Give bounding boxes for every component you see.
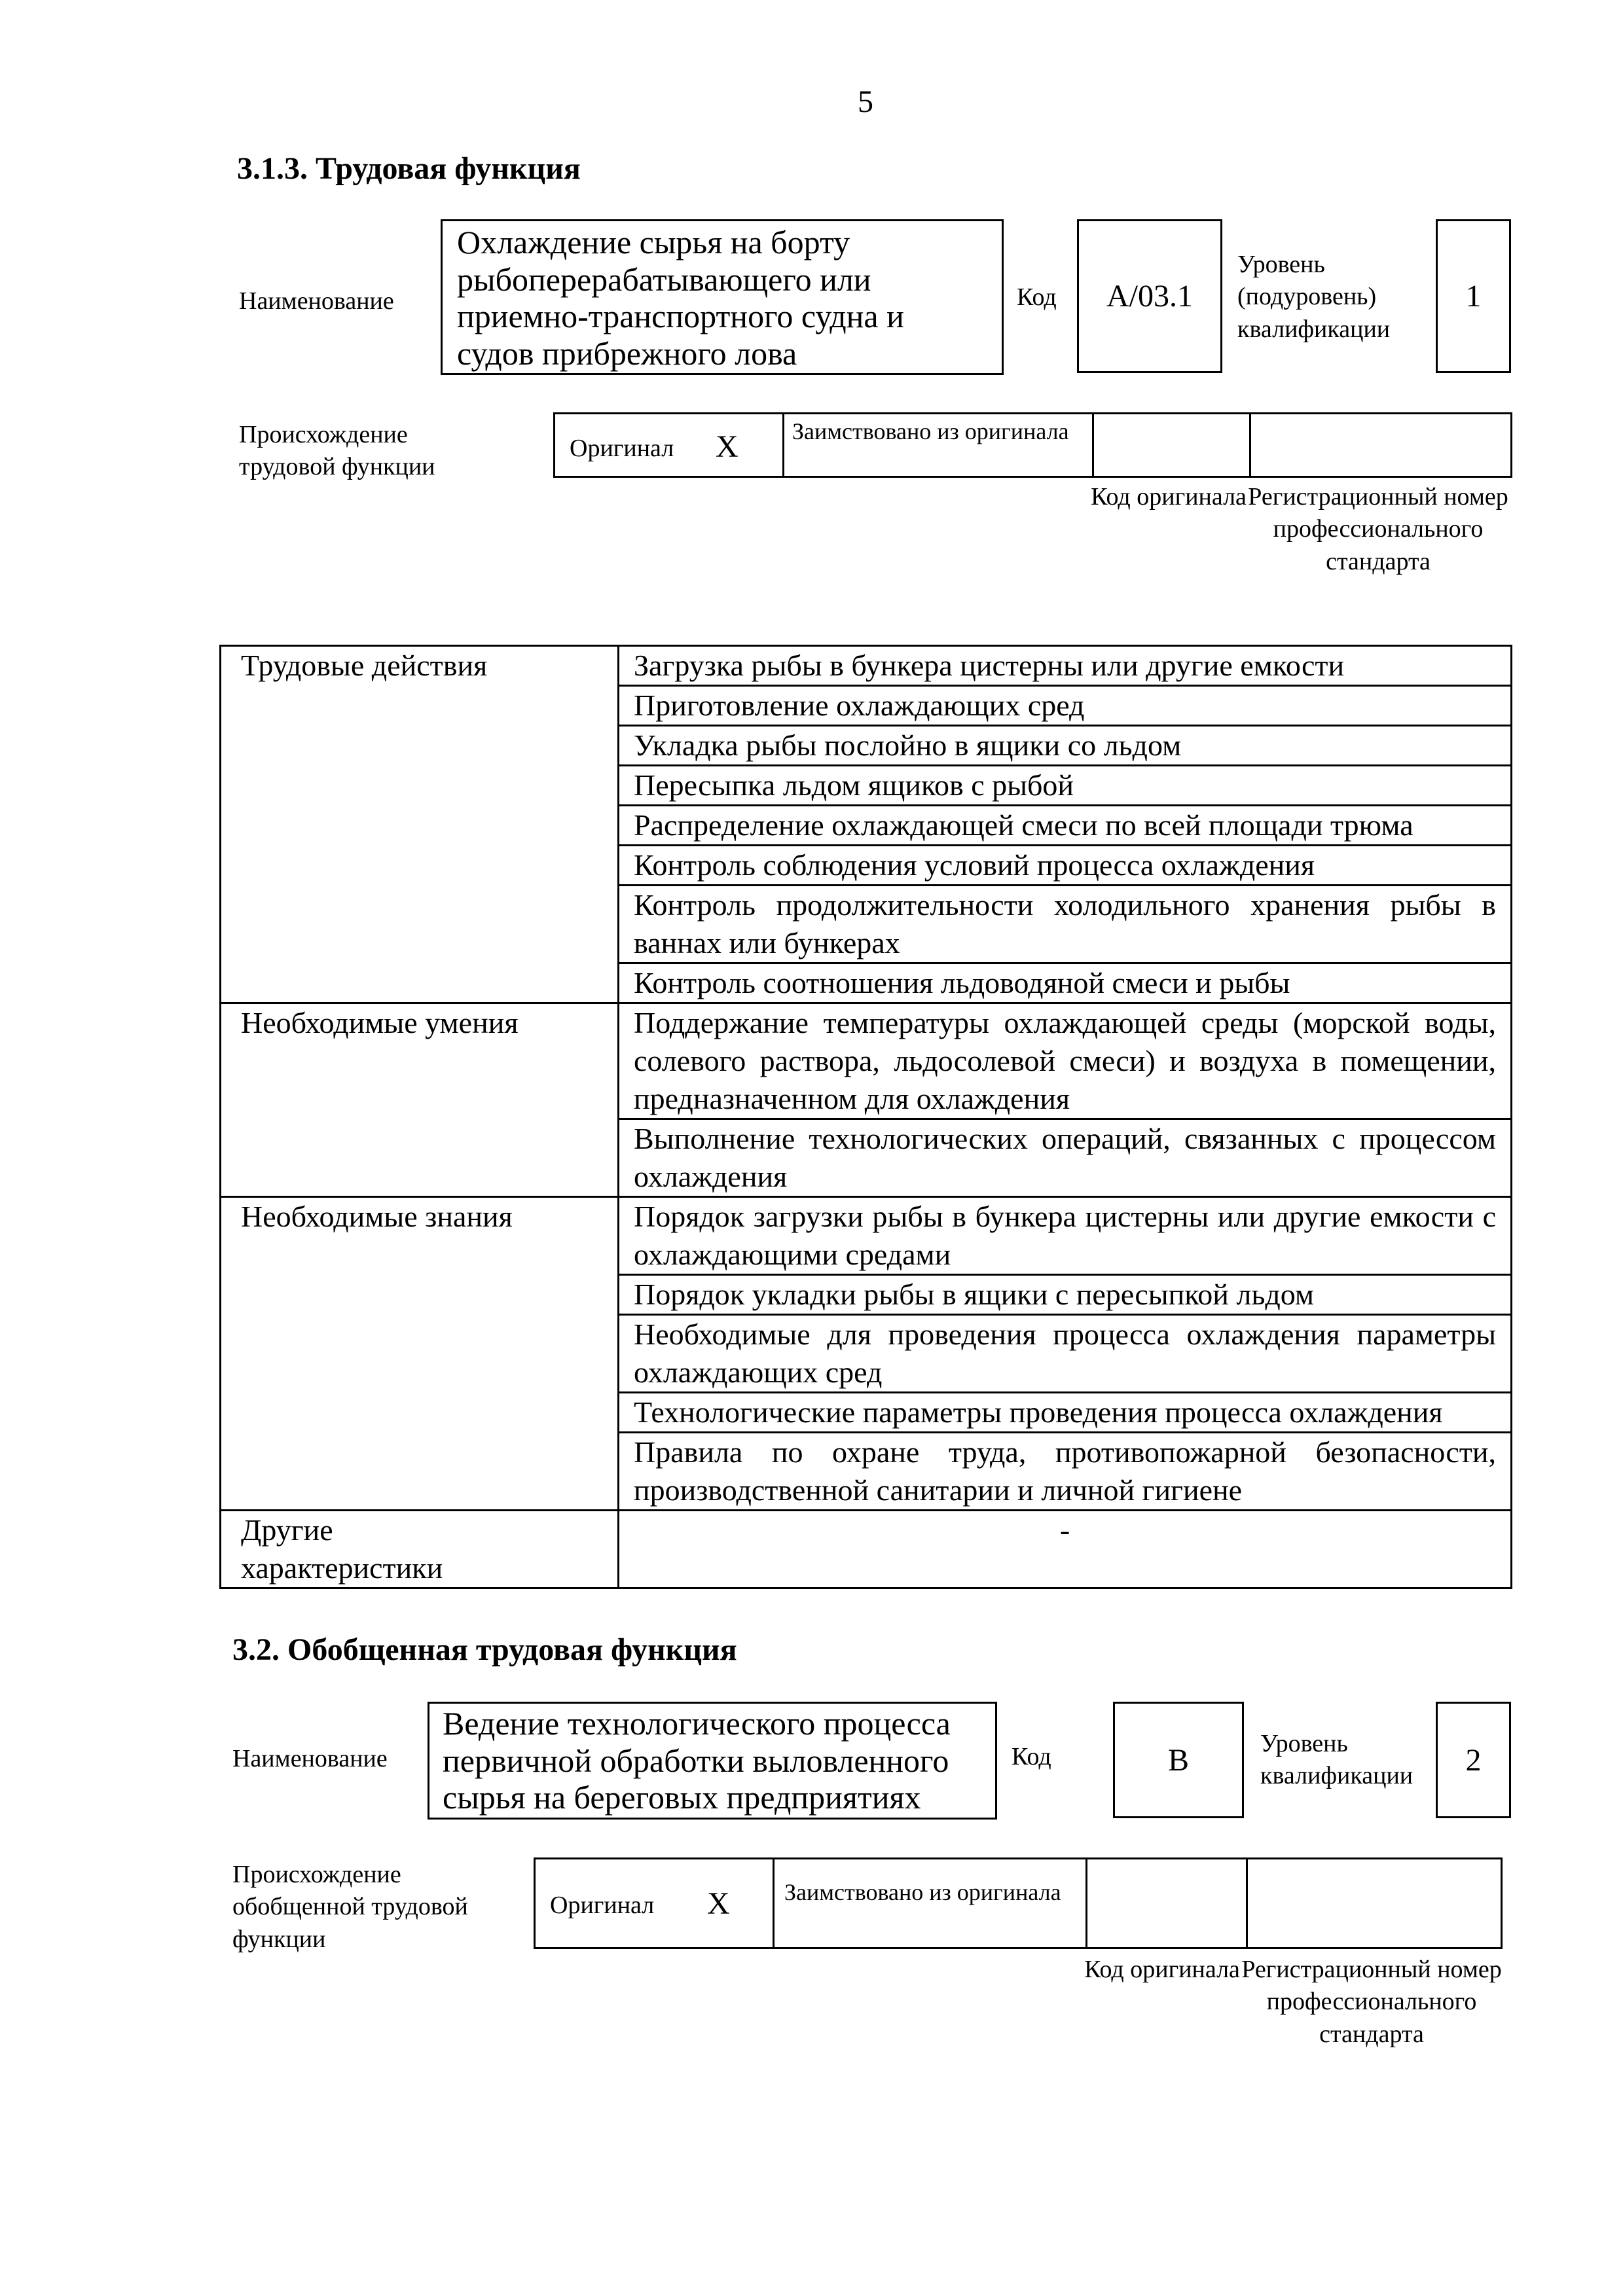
table-cell: Укладка рыбы послойно в ящики со льдом (619, 726, 1512, 766)
s32-origin-code-caption: Код оригинала (1084, 1956, 1240, 1983)
table-cell: Контроль соотношения льдоводяной смеси и рыбы (619, 963, 1512, 1003)
s32-level-box (1436, 1702, 1511, 1818)
s32-name-value: Ведение технологического процесса первичной обработки выловленного сырья на береговых предприятиях (443, 1705, 951, 1816)
table-cell: Порядок укладки рыбы в ящики с пересыпкой льдом (619, 1275, 1512, 1315)
s32-reg-number-caption: Регистрационный номер профессионального стандарта (1241, 1956, 1502, 2048)
table-cell: Загрузка рыбы в бункера цистерны или другие емкости (619, 646, 1512, 686)
table-cell: Поддержание температуры охлаждающей среды (морской воды, солевого раствора, льдосолевой смеси) и воздуха в помещении, предназначенном для охлаждения (619, 1003, 1512, 1119)
s313-origin-row (553, 412, 1512, 478)
s313-name-box (441, 219, 1004, 375)
table-cell: Контроль соблюдения условий процесса охлаждения (619, 846, 1512, 886)
category-cell: Необходимые умения (221, 1003, 619, 1197)
s313-origin-code-caption: Код оригинала (1091, 483, 1247, 511)
labor-function-table (219, 645, 1512, 1589)
s313-level-box (1436, 219, 1511, 373)
category-cell: Необходимые знания (221, 1197, 619, 1511)
s32-original-mark: Х (707, 1886, 730, 1921)
table-cell: Технологические параметры проведения процесса охлаждения (619, 1393, 1512, 1433)
s32-code-value: В (1167, 1742, 1189, 1778)
s313-code-value: А/03.1 (1106, 279, 1193, 314)
table-cell: - (619, 1511, 1512, 1588)
s32-name-box (428, 1702, 997, 1820)
table-cell: Необходимые для проведения процесса охлаждения параметры охлаждающих сред (619, 1315, 1512, 1393)
s32-code-label: Код (1012, 1743, 1051, 1770)
s32-name-label: Наименование (232, 1745, 388, 1772)
table-row (221, 1003, 1512, 1119)
divider (1085, 1859, 1087, 1947)
category-cell: Трудовые действия (221, 646, 619, 1003)
table-cell: Порядок загрузки рыбы в бункера цистерны или другие емкости с охлаждающими средами (619, 1197, 1512, 1275)
section-32-heading: 3.2. Обобщенная трудовая функция (232, 1632, 737, 1667)
s313-name-label: Наименование (239, 287, 394, 315)
s313-level-value: 1 (1465, 279, 1482, 314)
table-cell: Распределение охлаждающей смеси по всей площади трюма (619, 806, 1512, 846)
s32-code-box (1113, 1702, 1244, 1818)
s32-original-label: Оригинал (550, 1892, 655, 1919)
divider (1246, 1859, 1248, 1947)
s313-original-label: Оригинал (570, 435, 674, 462)
divider (773, 1859, 775, 1947)
s32-borrowed-label: Заимствовано из оригинала (784, 1879, 1061, 1905)
category-cell: Другие характеристики (221, 1511, 619, 1588)
s313-original-mark: Х (716, 429, 739, 464)
page-number: 5 (858, 84, 873, 119)
s313-code-box (1077, 219, 1222, 373)
s313-reg-number-caption: Регистрационный номер профессионального стандарта (1248, 483, 1508, 575)
table-row (221, 646, 1512, 686)
divider (1249, 414, 1251, 476)
s313-origin-label: Происхождение трудовой функции (239, 421, 435, 481)
divider (1092, 414, 1094, 476)
s32-level-value: 2 (1465, 1742, 1482, 1778)
table-cell: Выполнение технологических операций, связанных с процессом охлаждения (619, 1119, 1512, 1197)
table-row (221, 1511, 1512, 1588)
table-cell: Контроль продолжительности холодильного хранения рыбы в ваннах или бункерах (619, 886, 1512, 963)
s313-name-value: Охлаждение сырья на борту рыбоперерабатывающего или приемно-транспортного судна и судов прибрежного лова (457, 224, 904, 372)
s32-origin-label: Происхождение обобщенной трудовой функции (232, 1861, 468, 1953)
table-cell: Пересыпка льдом ящиков с рыбой (619, 766, 1512, 806)
s32-origin-row (534, 1857, 1503, 1949)
s313-level-label: Уровень (подуровень) квалификации (1237, 251, 1391, 343)
section-313-heading: 3.1.3. Трудовая функция (237, 151, 581, 186)
s313-code-label: Код (1017, 283, 1057, 311)
s32-level-label: Уровень квалификации (1260, 1730, 1413, 1790)
s313-borrowed-label: Заимствовано из оригинала (792, 418, 1069, 444)
table-row (221, 1197, 1512, 1275)
divider (782, 414, 784, 476)
table-cell: Правила по охране труда, противопожарной безопасности, производственной санитарии и личной гигиене (619, 1433, 1512, 1511)
table-cell: Приготовление охлаждающих сред (619, 686, 1512, 726)
